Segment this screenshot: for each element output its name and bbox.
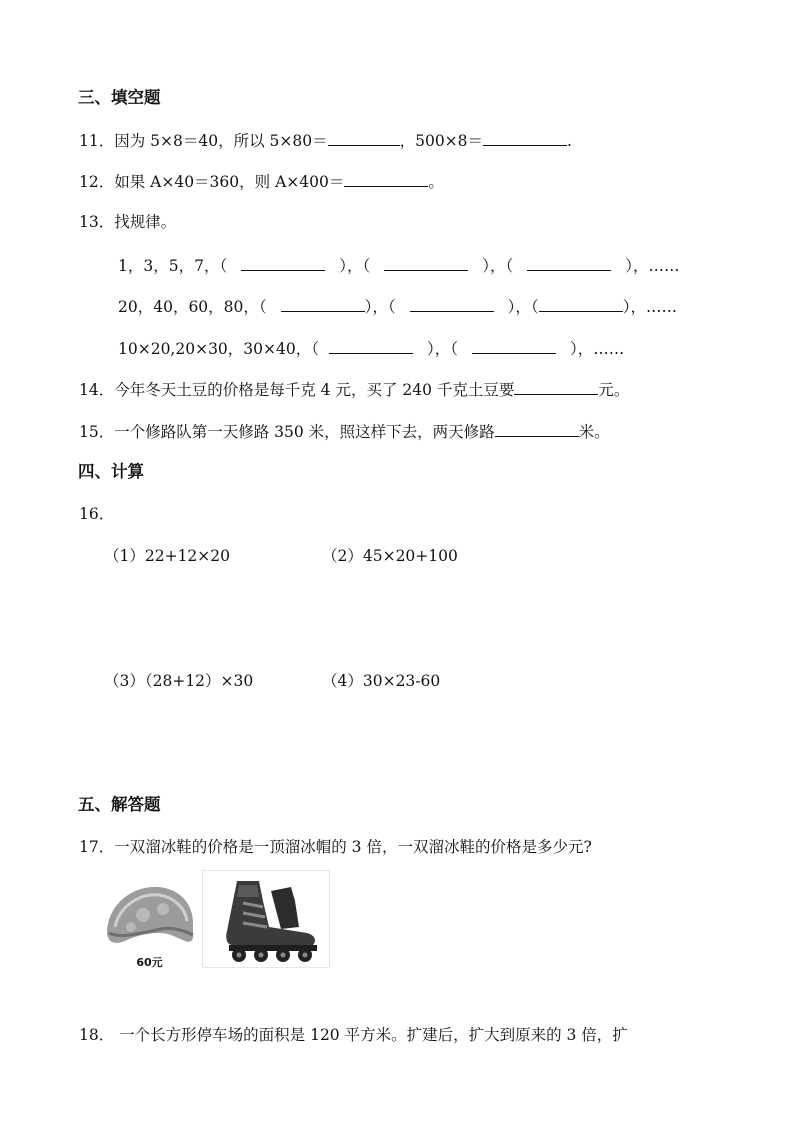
q13-row1-sep-2: ），（	[482, 257, 514, 275]
q13-row2-start: 20，40，60，80，（	[118, 298, 267, 316]
q13-row2-blank-1[interactable]	[281, 296, 365, 312]
q14-text-1: 14．今年冬天土豆的价格是每千克 4 元，买了 240 千克土豆要	[79, 381, 515, 399]
question-16-label: 16．	[79, 505, 115, 523]
section-5-title: 五、解答题	[78, 795, 161, 814]
q12-text-1: 12．如果 A×40＝360，则 A×400＝	[79, 173, 345, 191]
q14-blank[interactable]	[514, 379, 598, 395]
q13-row1-blank-2[interactable]	[384, 255, 468, 271]
q13-row1-blank-3[interactable]	[527, 255, 611, 271]
section-4-title: 四、计算	[78, 462, 144, 481]
q15-text-2: 米。	[578, 423, 610, 441]
question-15	[79, 421, 610, 442]
question-14	[79, 379, 629, 400]
question-18: 18． 一个长方形停车场的面积是 120 平方米。扩建后，扩大到原来的 3 倍，扩	[79, 1026, 628, 1044]
q13-row2-sep-1: ），（	[364, 298, 396, 316]
q13-row3-blank-1[interactable]	[329, 338, 413, 354]
question-12	[79, 171, 444, 192]
q11-text-2: ，500×8＝	[399, 132, 484, 150]
q13-row3-blank-2[interactable]	[472, 338, 556, 354]
q16-item-1: （1）22+12×20	[104, 547, 231, 565]
question-11	[79, 130, 572, 151]
q13-row3-start: 10×20,20×30，30×40，（	[118, 340, 319, 358]
q13-row3-sep: ），（	[426, 340, 458, 358]
q13-sequence-3	[118, 338, 624, 359]
q13-row3-end: ），……	[570, 340, 625, 358]
q11-blank-1[interactable]	[328, 130, 400, 146]
q12-text-2: 。	[428, 173, 444, 191]
q13-row2-end: ），……	[622, 298, 677, 316]
q12-blank[interactable]	[344, 171, 428, 187]
q13-sequence-2	[118, 296, 677, 317]
q15-text-1: 15．一个修路队第一天修路 350 米，照这样下去，两天修路	[79, 423, 495, 441]
inline-skate-icon	[203, 871, 329, 967]
q13-row1-end: ），……	[625, 257, 680, 275]
skate-image	[202, 870, 330, 968]
q16-item-4: （4）30×23-60	[322, 672, 441, 690]
q13-row2-blank-2[interactable]	[410, 296, 494, 312]
helmet-image	[101, 871, 198, 968]
q11-blank-2[interactable]	[483, 130, 567, 146]
q13-sequence-1	[118, 255, 680, 276]
question-13-label: 13．找规律。	[79, 213, 177, 231]
q14-text-2: 元。	[598, 381, 630, 399]
q11-text-1: 11．因为 5×8＝40，所以 5×80＝	[79, 132, 328, 150]
q13-row1-start: 1，3，5，7，（	[118, 257, 228, 275]
q13-row2-sep-2: ），（	[507, 298, 539, 316]
q13-row2-blank-3[interactable]	[539, 296, 623, 312]
section-3-title: 三、填空题	[78, 88, 161, 107]
q13-row1-blank-1[interactable]	[241, 255, 325, 271]
q13-row1-sep-1: ），（	[339, 257, 371, 275]
q16-item-2: （2）45×20+100	[322, 547, 458, 565]
q15-blank[interactable]	[495, 421, 579, 437]
q11-text-3: .	[567, 132, 572, 150]
helmet-price-label: 60元	[136, 956, 163, 969]
q16-item-3: （3）（28+12）×30	[104, 672, 254, 690]
question-17: 17．一双溜冰鞋的价格是一顶溜冰帽的 3 倍，一双溜冰鞋的价格是多少元?	[79, 838, 592, 856]
